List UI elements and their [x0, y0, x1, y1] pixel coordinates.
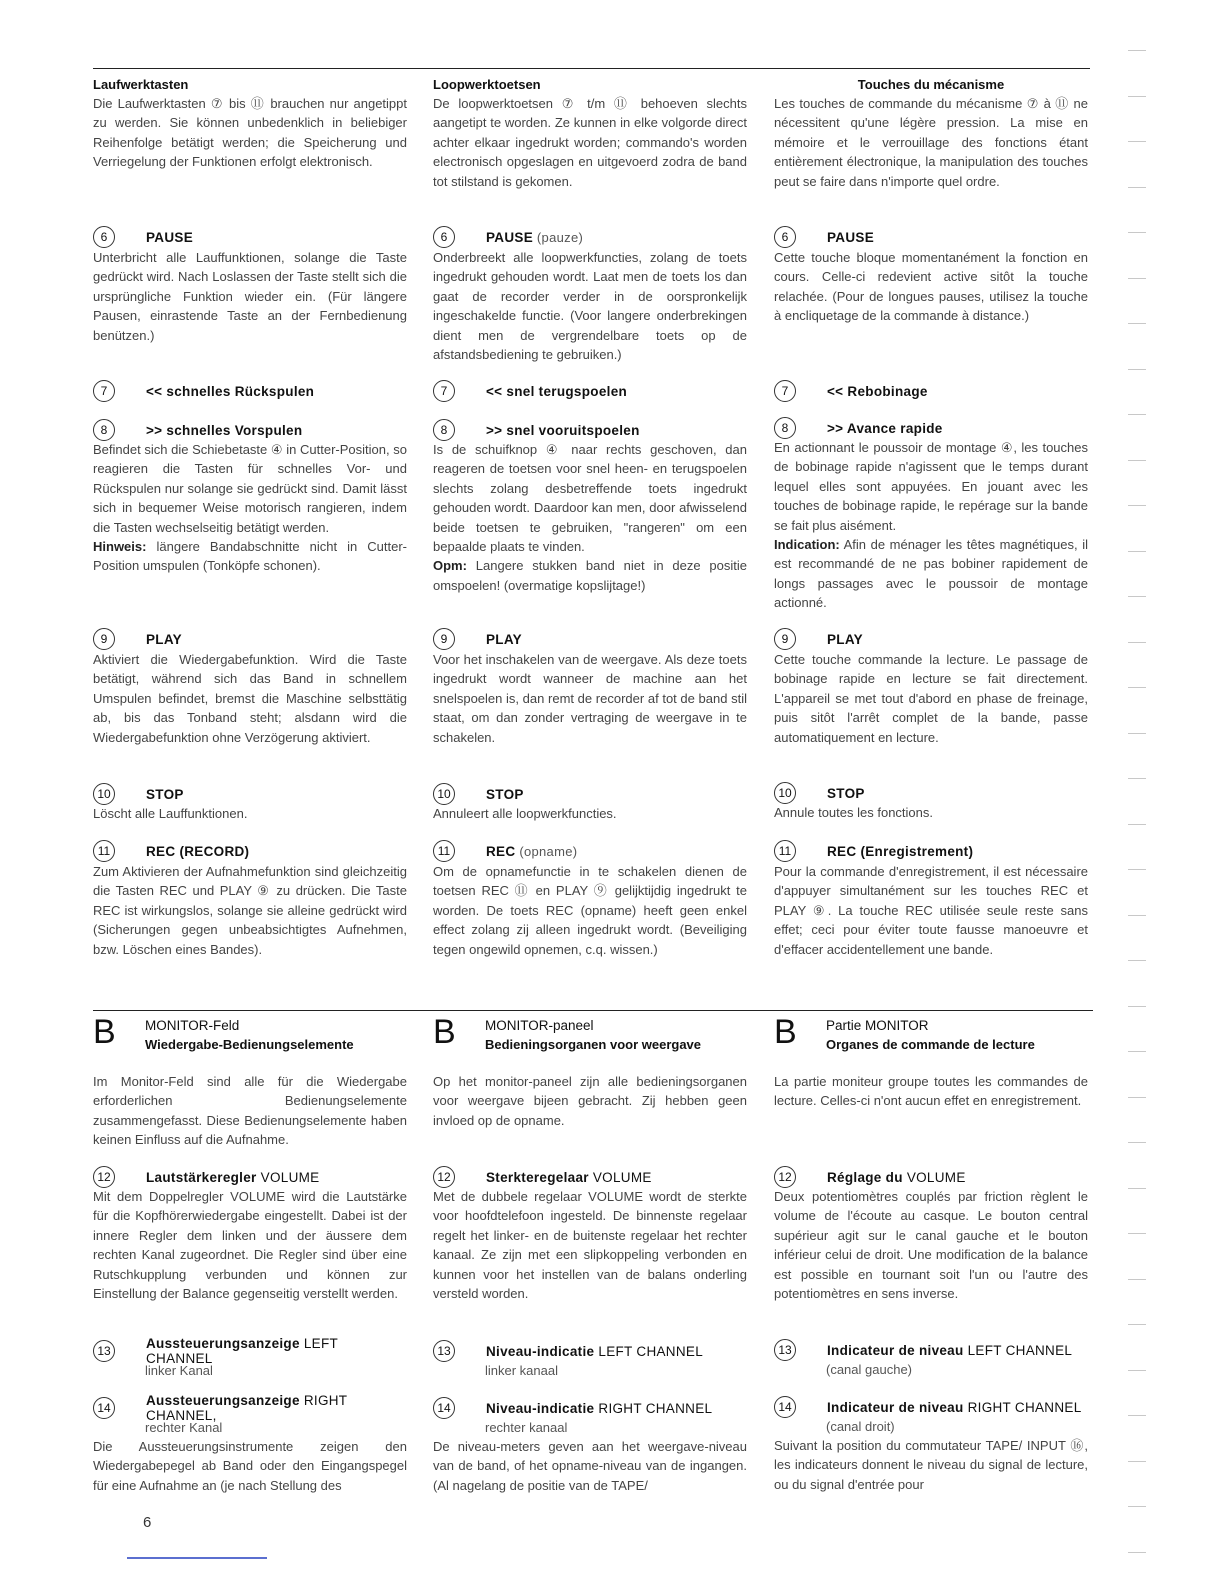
- item-rec-header: 11 REC (opname): [433, 840, 747, 862]
- item-number: 7: [433, 380, 455, 402]
- item-ffwd-header: [93, 419, 407, 441]
- item-number: 8: [774, 417, 796, 439]
- margin-tick: [1128, 1461, 1146, 1462]
- item-pause-text: Onderbreekt alle loopwerkfuncties, zolang de toets ingedrukt gehouden wordt. Laat men de toets los dan gaat de recorder verder in de oorspronkelijk ingeschakelde functie. (Voor langere onderbrekingen dient men de vergrendelbare toets op de afstandsbediening te gebruiken.): [433, 250, 747, 363]
- item-play-text: Cette touche commande la lecture. Le passage de bobinage rapide en lecture se fait directement. L'appareil se met tout d'abord en phase de freinage, puis sitôt l'arrêt complet de la bande, passe automatiquement en lecture.: [774, 652, 1088, 745]
- margin-tick: [1128, 232, 1146, 233]
- item-title: PLAY: [146, 631, 182, 647]
- margin-tick: [1128, 1051, 1146, 1052]
- margin-tick: [1128, 369, 1146, 370]
- margin-tick: [1128, 1415, 1146, 1416]
- item-ffwd-header: [433, 419, 747, 441]
- item-title: REC: [486, 843, 516, 859]
- item-number: 10: [433, 783, 455, 805]
- item-volume-header: 12 Réglage du VOLUME: [774, 1166, 1088, 1188]
- item-right-text: Suivant la position du commutateur TAPE/ INPUT ⑯, les indicateurs donnent le niveau du signal de lecture, ou du signal d'entrée pour: [774, 1438, 1088, 1492]
- monitor-section-header: [433, 1014, 747, 1054]
- item-rewind-header: [433, 380, 747, 402]
- item-right-text: Die Aussteuerungsinstrumente zeigen den Wiedergabepegel ab Band oder den Eingangspegel für eine Aufnahme an (je nach Stellung des: [93, 1439, 407, 1493]
- item-number: 9: [774, 628, 796, 650]
- item-title: PAUSE: [146, 229, 194, 245]
- section-heading: Touches du mécanisme: [857, 77, 1005, 92]
- item-pause-header: [93, 226, 407, 248]
- margin-tick: [1128, 1506, 1146, 1507]
- item-volume-text: Met de dubbele regelaar VOLUME wordt de sterkte voor hoofdtelefoon ingesteld. De binnenste regelaar regelt het linker- en de buitenste regelaar het rechter kanaal. Ze zijn met een slipkoppeling verbonden en kunnen voor het instellen van de balans onderling versteld worden.: [433, 1189, 747, 1302]
- item-number: 13: [433, 1340, 455, 1362]
- item-title: PLAY: [827, 631, 863, 647]
- item-left-header: 13 Aussteuerungsanzeige LEFT CHANNEL: [93, 1340, 407, 1362]
- item-rewind-header: [774, 380, 1088, 402]
- item-right-sub: rechter Kanal: [145, 1420, 223, 1435]
- item-volume-header: 12 Lautstärkeregler VOLUME: [93, 1166, 407, 1188]
- margin-tick: [1128, 1370, 1146, 1371]
- item-number: 11: [433, 840, 455, 862]
- item-title: PLAY: [486, 631, 522, 647]
- intro-text: Die Laufwerktasten ⑦ bis ⑪ brauchen nur angetippt zu werden. Sie können unbedenklich in beliebiger Reihenfolge betätigt werden; die Speicherung und Verriegelung der Funktionen erfolgt elektronisch.: [93, 96, 407, 170]
- item-rec-text: Pour la commande d'enregistrement, il est nécessaire d'appuyer simultanément sur les touches REC et PLAY ⑨. La touche REC utilisée seule reste sans effet; ceci pour éviter toute fausse manoeuvre et d'effacer accidentellement une bande.: [774, 864, 1088, 957]
- margin-tick: [1128, 96, 1146, 97]
- item-title: STOP: [486, 786, 524, 802]
- section-heading: Laufwerktasten: [93, 77, 189, 92]
- item-title: >> schnelles Vorspulen: [146, 422, 303, 438]
- item-number: 11: [93, 840, 115, 862]
- item-volume-text: Deux potentiomètres couplés par friction règlent le volume de l'écoute au casque. Le bouton central supérieur agit sur le canal gauche et le bouton inférieur celui de droit. Une modification de la balance est possible en tournant soit l'un ou l'autre des potentiomètres en sens inverse.: [774, 1189, 1088, 1302]
- item-number: 13: [93, 1340, 115, 1362]
- item-number: 10: [774, 782, 796, 804]
- item-number: 14: [93, 1397, 115, 1419]
- section-b-rule: [93, 1010, 1093, 1011]
- monitor-section-header: [774, 1014, 1088, 1054]
- margin-tick: [1128, 778, 1146, 779]
- monitor-text: La partie moniteur groupe toutes les commandes de lecture. Celles-ci n'ont aucun effet en enregistrement.: [774, 1074, 1088, 1109]
- item-number: 7: [774, 380, 796, 402]
- margin-tick: [1128, 1552, 1146, 1553]
- item-right-header: 14 Niveau-indicatie RIGHT CHANNEL: [433, 1397, 747, 1419]
- item-stop-header: [433, 783, 747, 805]
- item-right-header: 14 Aussteuerungsanzeige RIGHT CHANNEL,: [93, 1397, 407, 1419]
- item-ffwd-text: Befindet sich die Schiebetaste ④ in Cutter-Position, so reagieren die Tasten für schnelles Vor- und Rückspulen nur solange sie gedrückt sind. Damit lässt sich in bequemer Weise motorisch rangieren, indem die Tasten wechselseitig betätigt werden. Hinweis: längere Bandabschnitte nicht in Cutter-Position umspulen (Tonköpfe schonen).: [93, 442, 407, 574]
- item-stop-text: Löscht alle Lauffunktionen.: [93, 806, 248, 821]
- item-stop-text: Annule toutes les fonctions.: [774, 805, 933, 820]
- item-volume-header: 12 Sterkteregelaar VOLUME: [433, 1166, 747, 1188]
- item-title: >> snel vooruitspoelen: [486, 422, 640, 438]
- item-play-text: Aktiviert die Wiedergabefunktion. Wird die Taste betätigt, während sich das Band in schnellem Umspulen befindet, bremst die Maschine selbsttätig ab, bis das Tonband steht; alsdann wird die Wiedergabefunktion ohne Verzögerung aktiviert.: [93, 652, 407, 745]
- margin-tick: [1128, 824, 1146, 825]
- margin-tick: [1128, 1324, 1146, 1325]
- item-title: STOP: [827, 785, 865, 801]
- item-title: PAUSE: [827, 229, 875, 245]
- margin-tick: [1128, 687, 1146, 688]
- item-number: 14: [433, 1397, 455, 1419]
- item-title: >> Avance rapide: [827, 420, 943, 436]
- item-rewind-header: [93, 380, 407, 402]
- item-number: 12: [774, 1166, 796, 1188]
- section-heading: Loopwerktoetsen: [433, 77, 541, 92]
- margin-tick: [1128, 505, 1146, 506]
- margin-tick: [1128, 960, 1146, 961]
- monitor-title: MONITOR-Feld: [145, 1018, 240, 1033]
- item-number: 6: [774, 226, 796, 248]
- item-left-header: 13 Niveau-indicatie LEFT CHANNEL: [433, 1340, 747, 1362]
- item-right-sub: rechter kanaal: [485, 1420, 568, 1435]
- item-left-sub: linker Kanal: [145, 1363, 213, 1378]
- note-label: Opm:: [433, 558, 467, 574]
- monitor-text: Im Monitor-Feld sind alle für die Wiedergabe erforderlichen Bedienungselemente zusammengefasst. Diese Bedienungselemente haben keinen Einfluss auf die Aufnahme.: [93, 1074, 407, 1148]
- item-pause-text: Cette touche bloque momentanément la fonction en cours. Celle-ci redevient active sitôt la touche relachée. (Pour de longues pauses, utilisez la touche à encliquetage de la commande à distance.): [774, 250, 1088, 324]
- page-number: 6: [143, 1514, 152, 1531]
- section-letter: B: [774, 1013, 797, 1051]
- monitor-subtitle: Wiedergabe-Bedienungselemente: [145, 1037, 354, 1052]
- margin-tick: [1128, 1006, 1146, 1007]
- margin-tick: [1128, 1142, 1146, 1143]
- item-title: REC (RECORD): [146, 843, 250, 859]
- item-title: PAUSE: [486, 229, 534, 245]
- margin-tick: [1128, 642, 1146, 643]
- section-letter: B: [93, 1013, 116, 1051]
- monitor-section-header: [93, 1014, 407, 1054]
- margin-tick: [1128, 278, 1146, 279]
- item-pause-text: Unterbricht alle Lauffunktionen, solange die Taste gedrückt wird. Nach Loslassen der Taste stellt sich die ursprüngliche Funktion wieder ein. (Für längere Pausen, einrastende Taste an der Fernbedienung benützen.): [93, 250, 407, 343]
- item-number: 10: [93, 783, 115, 805]
- section-letter: B: [433, 1013, 456, 1051]
- item-play-header: [433, 628, 747, 650]
- item-left-sub: linker kanaal: [485, 1363, 558, 1378]
- item-number: 13: [774, 1339, 796, 1361]
- item-title: << snel terugspoelen: [486, 383, 628, 399]
- item-number: 7: [93, 380, 115, 402]
- item-right-text: De niveau-meters geven aan het weergave-niveau van de band, of het opname-niveau van de ingangen. (Al nagelang de positie van de TAPE/: [433, 1439, 747, 1493]
- monitor-title: MONITOR-paneel: [485, 1018, 594, 1033]
- intro-text: Les touches de commande du mécanisme ⑦ à ⑪ ne nécessitent qu'une légère pression. La mise en mémoire et le verrouillage des fonctions étant entièrement électronique, la manipulation des touches peut se faire dans n'importe quel ordre.: [774, 96, 1088, 189]
- item-play-header: [93, 628, 407, 650]
- item-pause-header: 6 PAUSE (pauze): [433, 226, 747, 248]
- item-volume-text: Mit dem Doppelregler VOLUME wird die Lautstärke für die Kopfhörerwiedergabe eingestellt. Dabei ist der innere Regler dem linken und der äussere dem rechten Kanal zugeordnet. Die Regler sind über eine Rutschkupplung verbunden und können zur Einstellung der Balance gegenseitig verstellt werden.: [93, 1189, 407, 1302]
- item-number: 12: [93, 1166, 115, 1188]
- monitor-subtitle: Organes de commande de lecture: [826, 1037, 1035, 1052]
- intro-text: De loopwerktoetsen ⑦ t/m ⑪ behoeven slechts aangetipt te worden. Ze kunnen in elke volgorde direct achter elkaar ingedrukt worden; commando's worden electronisch opgeslagen en uitgevoerd zodra de band tot stilstand is gekomen.: [433, 96, 747, 189]
- item-number: 9: [93, 628, 115, 650]
- margin-tick: [1128, 414, 1146, 415]
- margin-tick: [1128, 187, 1146, 188]
- item-stop-text: Annuleert alle loopwerkfuncties.: [433, 806, 617, 821]
- margin-tick: [1128, 596, 1146, 597]
- item-play-text: Voor het inschakelen van de weergave. Als deze toets ingedrukt wordt wanneer de machine aan het snelspoelen is, dan remt de recorder af tot de band stil staat, om dan zonder vertraging de weergave in te schakelen.: [433, 652, 747, 745]
- item-ffwd-text: Is de schuifknop ④ naar rechts geschoven, dan reageren de toetsen voor snel heen- en terugspoelen slechts zolang desbetreffende toets ingedrukt gehouden wordt. Daardoor kan men, door afwisselend beide toetsen te gebruiken, "rangeren" om een bepaalde plaats te vinden. Opm: Langere stukken band niet in deze positie omspoelen! (overmatige kopslijtage!): [433, 442, 747, 593]
- item-number: 8: [93, 419, 115, 441]
- monitor-subtitle: Bedieningsorganen voor weergave: [485, 1037, 702, 1052]
- margin-tick: [1128, 1097, 1146, 1098]
- item-stop-header: [93, 783, 407, 805]
- item-left-sub: (canal gauche): [826, 1362, 912, 1377]
- item-stop-header: [774, 782, 1088, 804]
- item-rec-header: [93, 840, 407, 862]
- item-number: 6: [433, 226, 455, 248]
- item-rec-text: Om de opnamefunctie in te schakelen dienen de toetsen REC ⑪ en PLAY ⑨ gelijktijdig ingedrukt te worden. De toets REC (opname) heeft geen enkel effect zolang zij alleen ingedrukt wordt. (Beveiliging tegen ongewild opnemen, c.q. wissen.): [433, 864, 747, 957]
- item-title: REC (Enregistrement): [827, 843, 974, 859]
- item-play-header: [774, 628, 1088, 650]
- margin-tick: [1128, 1188, 1146, 1189]
- item-rec-text: Zum Aktivieren der Aufnahmefunktion sind gleichzeitig die Tasten REC und PLAY ⑨ zu drücken. Die Taste REC ist wirkungslos, solange sie alleine gedrückt wird (Sicherungen gegen unbeabsichtigtes Aufnehmen, bzw. Löschen eines Bandes).: [93, 864, 407, 957]
- item-number: 8: [433, 419, 455, 441]
- item-number: 12: [433, 1166, 455, 1188]
- margin-tick: [1128, 141, 1146, 142]
- item-right-header: 14 Indicateur de niveau RIGHT CHANNEL: [774, 1396, 1088, 1418]
- item-number: 6: [93, 226, 115, 248]
- note-label: Indication:: [774, 537, 840, 553]
- item-left-header: 13 Indicateur de niveau LEFT CHANNEL: [774, 1339, 1088, 1361]
- item-right-sub: (canal droit): [826, 1419, 895, 1434]
- item-number: 9: [433, 628, 455, 650]
- margin-tick: [1128, 869, 1146, 870]
- monitor-text: Op het monitor-paneel zijn alle bedieningsorganen voor weergave bijeen gebracht. Zij hebben geen invloed op de opname.: [433, 1074, 747, 1128]
- margin-tick: [1128, 915, 1146, 916]
- margin-tick: [1128, 460, 1146, 461]
- margin-tick: [1128, 50, 1146, 51]
- item-pause-header: [774, 226, 1088, 248]
- item-title: STOP: [146, 786, 184, 802]
- item-rec-header: [774, 840, 1088, 862]
- note-label: Hinweis:: [93, 539, 147, 555]
- monitor-title: Partie MONITOR: [826, 1018, 929, 1033]
- item-number: 11: [774, 840, 796, 862]
- item-number: 14: [774, 1396, 796, 1418]
- margin-tick: [1128, 323, 1146, 324]
- margin-tick: [1128, 1233, 1146, 1234]
- scan-edge-mark: [127, 1557, 267, 1559]
- top-rule: [93, 68, 1090, 69]
- margin-tick: [1128, 551, 1146, 552]
- margin-tick: [1128, 1279, 1146, 1280]
- item-title: << Rebobinage: [827, 383, 928, 399]
- item-title: << schnelles Rückspulen: [146, 383, 315, 399]
- item-ffwd-text: En actionnant le poussoir de montage ④, les touches de bobinage rapide n'agissent que le temps durant lequel elles sont appuyées. En jouant avec les touches de bobinage rapide, le repérage sur la bande se fait plus aisément. Indication: Afin de ménager les têtes magnétiques, il est recommandé de ne pas bobiner rapidement de longs passages avec le poussoir de montage actionné.: [774, 440, 1088, 611]
- margin-tick: [1128, 733, 1146, 734]
- item-ffwd-header: [774, 417, 1088, 439]
